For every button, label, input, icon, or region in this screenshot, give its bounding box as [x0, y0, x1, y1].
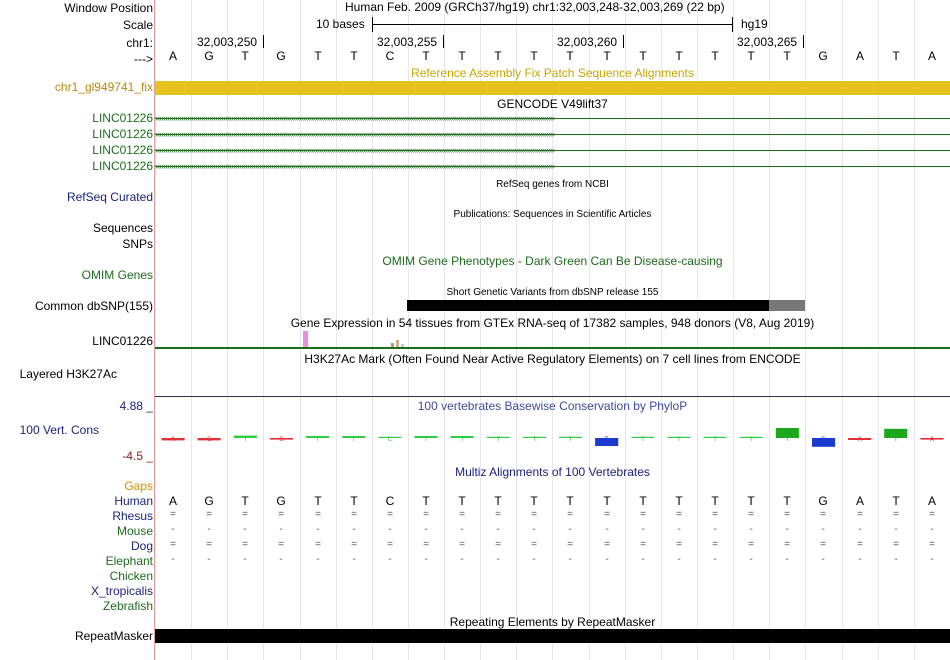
human-base-letter: A: [168, 494, 177, 508]
coordinate-tick: [623, 35, 624, 48]
species-label-x-tropicalis[interactable]: X_tropicalis: [90, 584, 153, 598]
alignment-glyph: -: [677, 554, 681, 565]
coordinate-label: 32,003,255: [377, 35, 438, 49]
repeatmasker-element-bar[interactable]: [155, 629, 950, 643]
human-base-letter: T: [530, 494, 538, 508]
gtex-gene-line: [155, 347, 950, 349]
alignment-glyph: =: [857, 509, 863, 520]
scale-bar: [372, 24, 733, 25]
phylop-base-letter: A: [929, 436, 934, 443]
phylop-base-letter: T: [496, 436, 501, 443]
multiz-title: Multiz Alignments of 100 Vertebrates: [455, 465, 650, 479]
alignment-glyph: -: [316, 524, 320, 535]
alignment-glyph: -: [894, 524, 898, 535]
h3k27ac-baseline: [155, 396, 950, 397]
gencode-gene-label[interactable]: LINC01226: [92, 127, 153, 141]
base-letter: G: [276, 49, 286, 63]
base-letter: G: [818, 49, 828, 63]
alignment-glyph: -: [785, 554, 789, 565]
alignment-glyph: =: [784, 509, 790, 520]
alignment-glyph: =: [459, 509, 465, 520]
repeatmasker-label[interactable]: RepeatMasker: [74, 629, 153, 643]
human-base-letter: T: [494, 494, 502, 508]
track-label-column: [0, 0, 153, 660]
alignment-glyph: -: [460, 524, 464, 535]
window-position-value: Human Feb. 2009 (GRCh37/hg19) chr1:32,003,248-32,003,269 (22 bp): [345, 0, 725, 14]
alignment-glyph: -: [243, 554, 247, 565]
alignment-glyph: -: [749, 554, 753, 565]
phylop-base-letter: T: [677, 436, 681, 443]
alignment-glyph: -: [713, 554, 717, 565]
dbsnp-title: Short Genetic Variants from dbSNP release 155: [446, 287, 659, 298]
base-letter: T: [530, 49, 538, 63]
alignment-glyph: -: [858, 554, 862, 565]
alignment-glyph: -: [388, 554, 392, 565]
alignment-glyph: =: [929, 509, 935, 520]
alignment-glyph: -: [930, 554, 934, 565]
alignment-glyph: =: [820, 539, 826, 550]
gencode-gene-label[interactable]: LINC01226: [92, 159, 153, 173]
alignment-glyph: -: [605, 554, 609, 565]
omim-title: OMIM Gene Phenotypes - Dark Green Can Be Disease-causing: [382, 254, 723, 268]
phylop-base-letter: A: [171, 436, 176, 443]
scale-bar-right-tick: [732, 17, 733, 32]
alignment-glyph: -: [821, 524, 825, 535]
species-label-chicken[interactable]: Chicken: [109, 569, 153, 583]
alignment-glyph: =: [278, 509, 284, 520]
alignment-glyph: =: [351, 539, 357, 550]
strand-label: --->: [134, 52, 153, 66]
dbsnp-label[interactable]: Common dbSNP(155): [34, 299, 153, 313]
alignment-glyph: -: [243, 524, 247, 535]
base-letter: T: [892, 49, 900, 63]
gencode-gene-label[interactable]: LINC01226: [92, 111, 153, 125]
alignment-glyph: -: [568, 524, 572, 535]
gtex-tissue-bar[interactable]: [396, 340, 399, 347]
phylop-base-letter: T: [893, 436, 898, 443]
human-base-letter: T: [639, 494, 647, 508]
alignment-glyph: -: [930, 524, 934, 535]
alignment-glyph: -: [496, 554, 500, 565]
dbsnp-variant-bar[interactable]: [407, 300, 805, 311]
base-letter: T: [350, 49, 358, 63]
gtex-tissue-bar[interactable]: [303, 331, 308, 347]
alignment-glyph: =: [640, 509, 646, 520]
refseq-title: RefSeq genes from NCBI: [496, 179, 609, 190]
alignment-glyph: =: [531, 509, 537, 520]
phylop-base-letter: G: [821, 436, 826, 443]
base-letter: T: [241, 49, 249, 63]
h3k27ac-label[interactable]: Layered H3K27Ac: [19, 367, 117, 381]
phylop-title: 100 vertebrates Basewise Conservation by PhyloP: [417, 399, 688, 413]
human-base-letter: T: [675, 494, 683, 508]
fix-patch-alignment-bar[interactable]: [155, 81, 950, 95]
base-letter: A: [168, 49, 177, 63]
publications-title: Publications: Sequences in Scientific Articles: [453, 209, 652, 220]
human-base-letter: T: [422, 494, 430, 508]
scale-bar-text: 10 bases: [316, 17, 365, 31]
strand-chevrons: ››››››››››››››››››››››››››››››››››››››››››››››››››››››››››››››››››››››››››››››››››››››››››››››››››››››››››››››››››››››››››››››››››››››››››››››››››››››››››››››››››››››››››››››››››››››››››››››››››››››››: [155, 129, 555, 139]
alignment-glyph: -: [460, 554, 464, 565]
alignment-glyph: =: [567, 539, 573, 550]
alignment-glyph: =: [242, 509, 248, 520]
alignment-glyph: =: [748, 539, 754, 550]
alignment-glyph: =: [387, 539, 393, 550]
alignment-glyph: =: [170, 509, 176, 520]
phylop-base-letter: T: [785, 436, 790, 443]
coordinate-label: 32,003,250: [197, 35, 258, 49]
alignment-glyph: -: [821, 554, 825, 565]
alignment-glyph: =: [567, 509, 573, 520]
alignment-glyph: =: [206, 509, 212, 520]
phylop-base-letter: T: [315, 436, 320, 443]
base-letter: A: [855, 49, 864, 63]
scale-db-label: hg19: [741, 17, 768, 31]
human-base-letter: T: [892, 494, 900, 508]
alignment-glyph: =: [387, 509, 393, 520]
alignment-glyph: -: [207, 554, 211, 565]
phylop-base-letter: T: [713, 436, 717, 443]
phylop-base-letter: T: [243, 436, 248, 443]
species-label-dog[interactable]: Dog: [130, 539, 153, 553]
species-label-human[interactable]: Human: [114, 494, 153, 508]
human-base-letter: T: [711, 494, 719, 508]
phylop-base-letter: T: [460, 436, 465, 443]
base-letter: T: [458, 49, 466, 63]
coordinate-tick: [803, 35, 804, 48]
h3k27ac-title: H3K27Ac Mark (Often Found Near Active Regulatory Elements) on 7 cell lines from ENCODE: [304, 352, 801, 366]
base-letter: G: [204, 49, 214, 63]
gencode-title: GENCODE V49lift37: [497, 97, 608, 111]
alignment-glyph: =: [206, 539, 212, 550]
strand-chevrons: ››››››››››››››››››››››››››››››››››››››››››››››››››››››››››››››››››››››››››››››››››››››››››››››››››››››››››››››››››››››››››››››››››››››››››››››››››››››››››››››››››››››››››››››››››››››››››››››››››››››››: [155, 113, 555, 123]
alignment-glyph: =: [893, 509, 899, 520]
human-base-letter: A: [927, 494, 936, 508]
alignment-glyph: -: [352, 524, 356, 535]
alignment-glyph: -: [858, 524, 862, 535]
alignment-glyph: =: [604, 539, 610, 550]
alignment-glyph: =: [315, 509, 321, 520]
alignment-glyph: -: [713, 524, 717, 535]
phylop-base-letter: C: [387, 436, 393, 443]
alignment-glyph: -: [894, 554, 898, 565]
base-letter: T: [566, 49, 574, 63]
fix-patch-label[interactable]: chr1_gl949741_fix: [54, 80, 153, 94]
multiz-gaps-label: Gaps: [124, 479, 153, 493]
species-label-rhesus[interactable]: Rhesus: [112, 509, 153, 523]
alignment-glyph: =: [712, 539, 718, 550]
gtex-gene-label[interactable]: LINC01226: [92, 334, 153, 348]
alignment-glyph: -: [316, 554, 320, 565]
human-base-letter: G: [818, 494, 828, 508]
alignment-glyph: =: [495, 539, 501, 550]
alignment-glyph: =: [170, 539, 176, 550]
human-base-letter: T: [566, 494, 574, 508]
species-label-mouse[interactable]: Mouse: [116, 524, 153, 538]
alignment-glyph: =: [423, 539, 429, 550]
phylop-base-letter: A: [857, 436, 862, 443]
alignment-glyph: -: [785, 524, 789, 535]
alignment-glyph: =: [278, 539, 284, 550]
scale-bar-left-tick: [372, 17, 373, 32]
coordinate-tick: [263, 35, 264, 48]
gencode-gene-label[interactable]: LINC01226: [92, 143, 153, 157]
alignment-glyph: =: [459, 539, 465, 550]
alignment-glyph: =: [315, 539, 321, 550]
phylop-base-letter: G: [206, 436, 212, 443]
coordinate-label: 32,003,265: [737, 35, 798, 49]
alignment-glyph: =: [495, 509, 501, 520]
chrom-label: chr1:: [126, 36, 153, 50]
phylop-min-label: -4.5 _: [122, 449, 153, 463]
publications-sequences-label[interactable]: Sequences: [92, 221, 153, 235]
alignment-glyph: -: [496, 524, 500, 535]
alignment-glyph: =: [640, 539, 646, 550]
alignment-glyph: -: [641, 524, 645, 535]
alignment-glyph: =: [893, 539, 899, 550]
phylop-base-letter: G: [279, 436, 284, 443]
phylop-base-letter: T: [568, 436, 573, 443]
alignment-glyph: -: [532, 554, 536, 565]
phylop-max-label: 4.88 _: [119, 399, 153, 413]
base-letter: A: [927, 49, 936, 63]
base-letter: T: [783, 49, 791, 63]
alignment-glyph: -: [677, 524, 681, 535]
alignment-glyph: -: [424, 524, 428, 535]
base-letter: C: [385, 49, 395, 63]
phylop-base-letter: T: [604, 436, 609, 443]
repeatmasker-title: Repeating Elements by RepeatMasker: [449, 615, 656, 629]
base-letter: T: [639, 49, 647, 63]
alignment-glyph: =: [604, 509, 610, 520]
refseq-label[interactable]: RefSeq Curated: [66, 190, 153, 204]
alignment-glyph: -: [388, 524, 392, 535]
base-letter: T: [422, 49, 430, 63]
alignment-glyph: -: [171, 554, 175, 565]
phylop-chart: [155, 414, 950, 464]
alignment-glyph: -: [568, 554, 572, 565]
omim-label[interactable]: OMIM Genes: [81, 268, 153, 282]
alignment-glyph: =: [676, 539, 682, 550]
human-base-letter: T: [747, 494, 755, 508]
alignment-glyph: -: [279, 524, 283, 535]
human-base-letter: G: [276, 494, 286, 508]
alignment-glyph: -: [641, 554, 645, 565]
alignment-glyph: =: [929, 539, 935, 550]
base-letter: T: [494, 49, 502, 63]
alignment-glyph: =: [820, 509, 826, 520]
alignment-glyph: =: [242, 539, 248, 550]
phylop-base-letter: T: [424, 436, 428, 443]
phylop-base-letter: T: [532, 436, 537, 443]
phylop-base-letter: T: [640, 436, 645, 443]
phylop-base-letter: T: [351, 436, 356, 443]
publications-snps-label[interactable]: SNPs: [122, 237, 153, 251]
alignment-glyph: =: [748, 509, 754, 520]
alignment-glyph: -: [424, 554, 428, 565]
phylop-label[interactable]: 100 Vert. Cons: [19, 423, 99, 437]
fix-patch-title: Reference Assembly Fix Patch Sequence Alignments: [411, 66, 694, 80]
alignment-glyph: =: [676, 509, 682, 520]
alignment-glyph: -: [207, 524, 211, 535]
alignment-glyph: =: [351, 509, 357, 520]
alignment-glyph: =: [531, 539, 537, 550]
human-base-letter: G: [204, 494, 214, 508]
alignment-glyph: -: [749, 524, 753, 535]
species-label-zebrafish[interactable]: Zebrafish: [102, 599, 153, 613]
base-letter: T: [675, 49, 683, 63]
scale-label: Scale: [122, 18, 153, 32]
dbsnp-variant-highlight[interactable]: [769, 300, 805, 311]
alignment-glyph: -: [532, 524, 536, 535]
base-letter: T: [747, 49, 755, 63]
alignment-glyph: =: [857, 539, 863, 550]
track-image-area[interactable]: [155, 0, 950, 660]
strand-chevrons: ››››››››››››››››››››››››››››››››››››››››››››››››››››››››››››››››››››››››››››››››››››››››››››››››››››››››››››››››››››››››››››››››››››››››››››››››››››››››››››››››››››››››››››››››››››››››››››››››››››››››: [155, 161, 555, 171]
species-label-elephant[interactable]: Elephant: [105, 554, 153, 568]
window-position-label: Window Position: [64, 1, 153, 15]
alignment-glyph: =: [784, 539, 790, 550]
base-letter: T: [314, 49, 322, 63]
alignment-glyph: -: [352, 554, 356, 565]
human-base-letter: C: [385, 494, 395, 508]
human-base-letter: T: [603, 494, 611, 508]
alignment-glyph: -: [171, 524, 175, 535]
base-letter: T: [711, 49, 719, 63]
alignment-glyph: -: [279, 554, 283, 565]
alignment-glyph: =: [712, 509, 718, 520]
coordinate-tick: [443, 35, 444, 48]
alignment-glyph: -: [605, 524, 609, 535]
coordinate-label: 32,003,260: [557, 35, 618, 49]
human-base-letter: T: [783, 494, 791, 508]
human-base-letter: T: [314, 494, 322, 508]
human-base-letter: T: [241, 494, 249, 508]
human-base-letter: T: [350, 494, 358, 508]
gtex-title: Gene Expression in 54 tissues from GTEx RNA-seq of 17382 samples, 948 donors (V8, Aug 2019): [290, 316, 815, 330]
base-letter: T: [603, 49, 611, 63]
strand-chevrons: ››››››››››››››››››››››››››››››››››››››››››››››››››››››››››››››››››››››››››››››››››››››››››››››››››››››››››››››››››››››››››››››››››››››››››››››››››››››››››››››››››››››››››››››››››››››››››››››››››››››››: [155, 145, 555, 155]
phylop-base-letter: T: [749, 436, 754, 443]
alignment-glyph: =: [423, 509, 429, 520]
human-base-letter: A: [855, 494, 864, 508]
human-base-letter: T: [458, 494, 466, 508]
